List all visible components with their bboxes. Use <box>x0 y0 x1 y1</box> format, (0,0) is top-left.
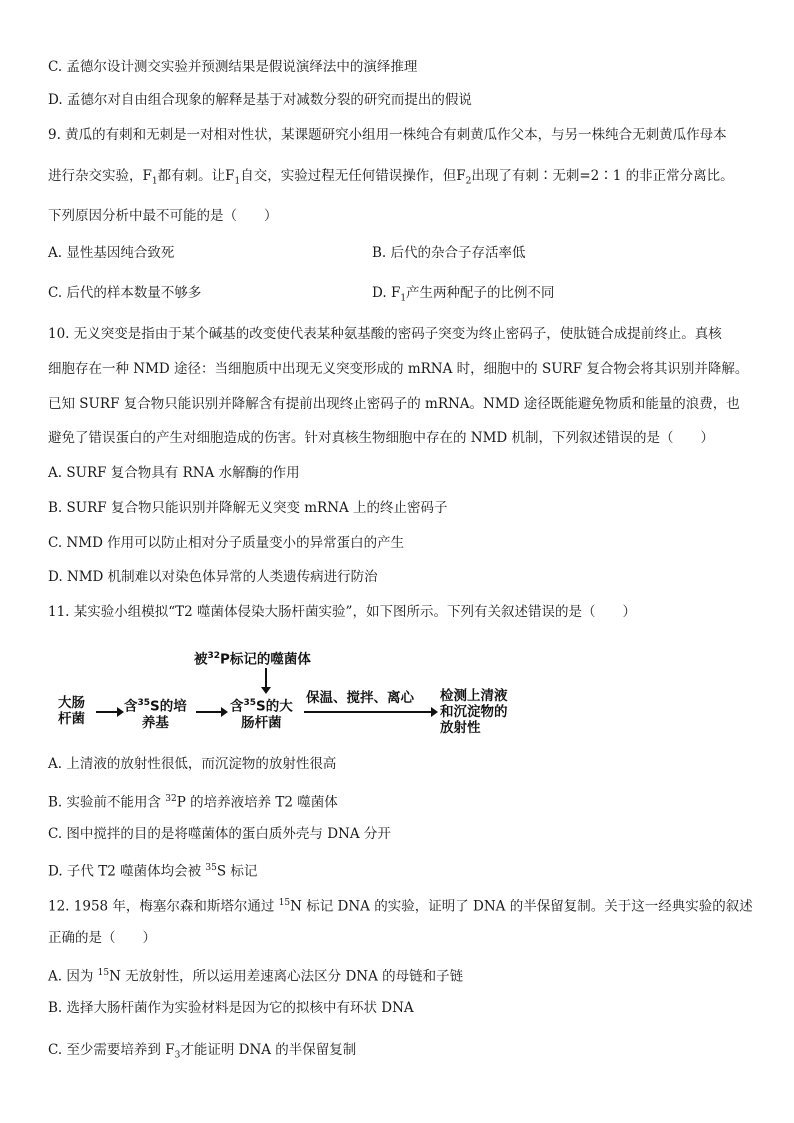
q10-option-d: D. NMD 机制难以对染色体异常的人类遗传病进行防治 <box>48 569 378 585</box>
q10-stem-line3: 已知 SURF 复合物只能识别并降解含有提前出现终止密码子的 mRNA。NMD 途径既能避免物质和能量的浪费，也 <box>48 396 740 412</box>
q10-stem-line4: 避免了错误蛋白的产生对细胞造成的伤害。针对真核生物细胞中存在的 NMD 机制，下列叙述错误的是（ ） <box>48 430 715 446</box>
q12-option-b: B. 选择大肠杆菌作为实验材料是因为它的拟核中有环状 DNA <box>48 1000 414 1016</box>
q11-option-d: D. 子代 T2 噬菌体均会被 $^{35}$S 标记 <box>48 863 258 880</box>
q10-stem-line1: 10. 无义突变是指由于某个碱基的改变使代表某种氨基酸的密码子突变为终止密码子，使肽链合成提前终止。真核 <box>48 326 722 342</box>
q9-option-a: A. 显性基因纯合致死 <box>48 245 175 261</box>
diagram-step-label: 保温、搅拌、离心 <box>306 690 414 706</box>
q9-stem-line2: 进行杂交实验，$F_1$都有刺。让$F_1$自交，实验过程无任何错误操作，但$F_2$出现了有刺∶无刺=2∶1 的非正常分离比。 <box>48 168 734 187</box>
q9-option-d: D. $F_1$产生两种配子的比例不同 <box>372 285 555 304</box>
q12-option-a: A. 因为 $^{15}$N 无放射性，所以运用差速离心法区分 DNA 的母链和子链 <box>48 968 464 985</box>
q10-stem-line2: 细胞存在一种 NMD 途径：当细胞质中出现无义突变形成的 mRNA 时，细胞中的 SURF 复合物会将其识别并降解。 <box>48 361 749 377</box>
q11-stem: 11. 某实验小组模拟“T2 噬菌体侵染大肠杆菌实验”，如下图所示。下列有关叙述错误的是（ ） <box>48 604 636 620</box>
q9-option-c: C. 后代的样本数量不够多 <box>48 285 202 301</box>
arrow-2 <box>196 711 222 713</box>
q10-option-a: A. SURF 复合物具有 RNA 水解酶的作用 <box>48 465 300 481</box>
diagram-node-bacteria: 大肠 杆菌 <box>58 695 85 727</box>
q10-option-c: C. NMD 作用可以防止相对分子质量变小的异常蛋白的产生 <box>48 535 405 551</box>
q12-stem-line1: 12. 1958 年，梅塞尔森和斯塔尔通过 $^{15}$N 标记 DNA 的实验，证明了 DNA 的半保留复制。关于这一经典实验的叙述 <box>48 898 753 915</box>
q11-option-a: A. 上清液的放射性很低，而沉淀物的放射性很高 <box>48 756 337 772</box>
q8-option-c: C. 孟德尔设计测交实验并预测结果是假说演绎法中的演绎推理 <box>48 59 418 75</box>
diagram-node-detect: 检测上清液 和沉淀物的 放射性 <box>440 688 508 736</box>
q11-option-c: C. 图中搅拌的目的是将噬菌体的蛋白质外壳与 DNA 分开 <box>48 826 391 842</box>
arrow-3 <box>304 711 432 713</box>
q11-option-b: B. 实验前不能用含 $^{32}$P 的培养液培养 T2 噬菌体 <box>48 794 338 811</box>
q8-option-d: D. 孟德尔对自由组合现象的解释是基于对减数分裂的研究而提出的假说 <box>48 92 472 108</box>
diagram-top-label: 被$^{32}$P标记的噬菌体 <box>194 651 311 668</box>
q12-option-c: C. 至少需要培养到 $F_3$才能证明 DNA 的半保留复制 <box>48 1042 357 1061</box>
arrow-1 <box>96 711 118 713</box>
q12-stem-line2: 正确的是（ ） <box>48 930 156 946</box>
diagram-node-medium: 含$^{35}$S的培 养基 <box>124 698 187 731</box>
arrow-down <box>265 668 267 688</box>
q10-option-b: B. SURF 复合物只能识别并降解无义突变 mRNA 上的终止密码子 <box>48 500 448 516</box>
q9-stem-line3: 下列原因分析中最不可能的是（ ） <box>48 208 278 224</box>
q9-stem-line1: 9. 黄瓜的有刺和无刺是一对相对性状，某课题研究小组用一株纯合有刺黄瓜作父本，与另一株纯合无刺黄瓜作母本 <box>48 127 727 143</box>
diagram-node-labeled-bacteria: 含$^{35}$S的大 肠杆菌 <box>230 698 293 731</box>
q9-option-b: B. 后代的杂合子存活率低 <box>372 245 526 261</box>
